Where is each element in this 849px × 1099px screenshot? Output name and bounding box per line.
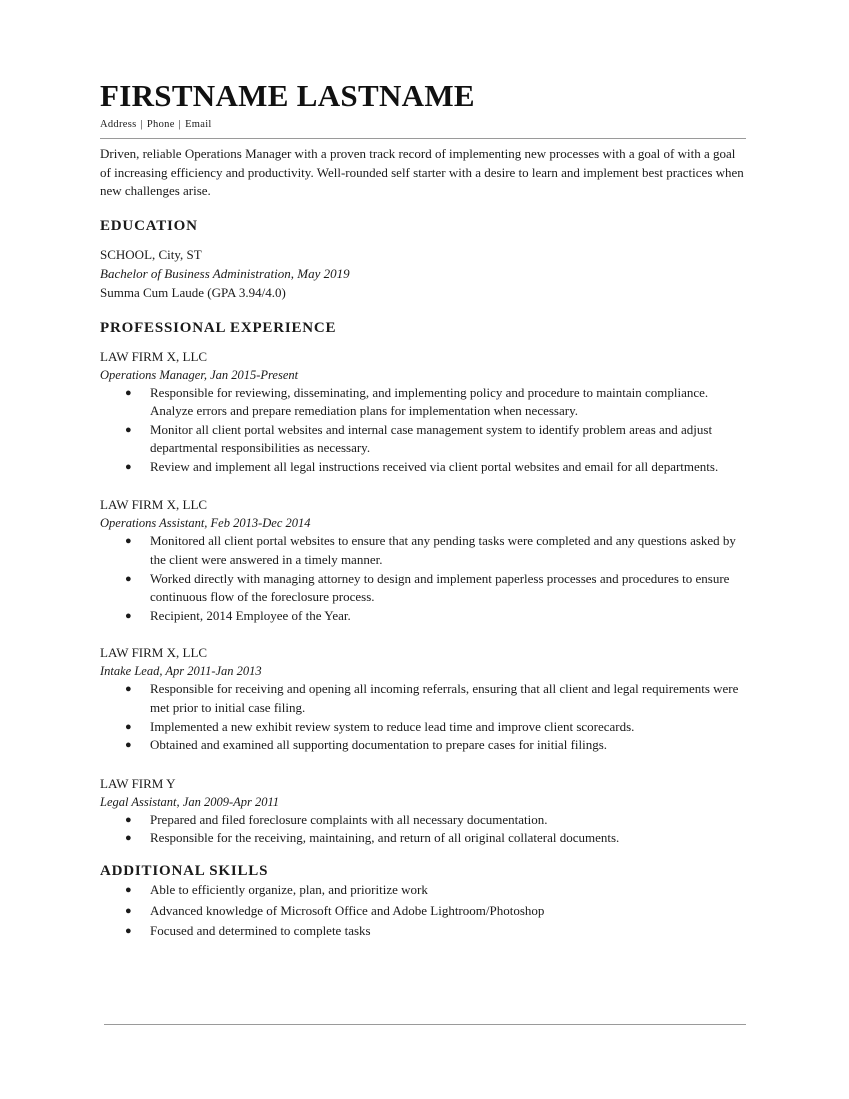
job-bullets [100,680,750,754]
job-entry [100,774,750,848]
bullet-marker: ● [125,386,132,399]
bullet-text: Review and implement all legal instructions received via client portal websites and email for all departments. [150,458,719,474]
bullet-text: Implemented a new exhibit review system to reduce lead time and improve client scorecards. [150,718,635,734]
education-heading: EDUCATION [100,217,198,234]
bullet-marker: ● [125,904,132,917]
bullet-item [100,607,750,626]
skill-text: Focused and determined to complete tasks [150,923,371,938]
bullet-marker: ● [125,925,132,937]
bullet-marker: ● [125,813,132,826]
bullet-marker: ● [125,609,132,622]
contact-address: Address [100,119,137,130]
job-company: LAW FIRM X, LLC [100,497,208,513]
contact-email: Email [185,119,212,130]
skill-text: Able to efficiently organize, plan, and prioritize work [150,882,428,897]
bullet-text: Prepared and filed foreclosure complaints with all necessary documentation. [150,811,548,827]
contact-line [100,118,750,132]
experience-heading: PROFESSIONAL EXPERIENCE [100,319,337,336]
job-entry [100,643,750,754]
bullet-text: Monitor all client portal websites and internal case management system to identify problem areas and adjust departmental responsibilities as necessary. [150,421,713,456]
skill-item [100,921,750,942]
bullet-item [100,570,750,607]
job-bullets [100,532,750,625]
skill-item [100,901,750,922]
bullet-marker: ● [125,884,132,896]
job-entry [100,347,750,477]
bullet-text: Monitored all client portal websites to ensure that any pending tasks were completed and any questions asked by the client were answered in a timely manner. [150,533,736,568]
bullet-marker: ● [125,720,132,733]
bullet-item [100,384,750,421]
job-company: LAW FIRM X, LLC [100,645,208,661]
bullet-marker: ● [125,460,132,473]
bullet-item [100,718,750,737]
bullet-text: Responsible for reviewing, disseminating, and implementing policy and procedure to maintain compliance. Analyze errors and prepare remediation plans for implementation when necessary. [150,384,709,419]
bullet-marker: ● [125,739,132,752]
header-divider [100,138,746,139]
bullet-item [100,458,750,477]
education-entry [100,245,750,302]
candidate-name: FIRSTNAME LASTNAME [100,78,475,113]
job-title: Operations Assistant, Feb 2013-Dec 2014 [100,516,311,531]
bullet-marker: ● [125,572,132,585]
job-bullets [100,384,750,477]
bullet-text: Responsible for receiving and opening all incoming referrals, ensuring that all client and legal requirements were met prior to initial case filing. [150,681,739,716]
contact-separator: | [140,119,143,130]
job-company: LAW FIRM X, LLC [100,348,208,364]
education-school: SCHOOL, City, ST [100,246,202,262]
bullet-item [100,421,750,458]
bullet-marker: ● [125,832,132,845]
skill-text: Advanced knowledge of Microsoft Office and Adobe Lightroom/Photoshop [150,902,545,918]
job-title: Operations Manager, Jan 2015-Present [100,367,299,382]
bullet-marker: ● [125,423,132,436]
skill-item [100,880,750,901]
job-company: LAW FIRM Y [100,775,176,791]
education-degree: Bachelor of Business Administration, May 2019 [100,265,350,281]
education-honors: Summa Cum Laude (GPA 3.94/4.0) [100,284,286,300]
skills-heading: ADDITIONAL SKILLS [100,863,269,879]
bullet-item [100,736,750,755]
bullet-text: Worked directly with managing attorney to design and implement paperless processes and procedures to ensure continuous flow of the foreclosure process. [150,570,730,605]
job-entry [100,495,750,625]
bullet-item [100,532,750,569]
bullet-text: Obtained and examined all supporting documentation to prepare cases for initial filings. [150,737,608,753]
contact-separator: | [178,119,182,130]
job-title: Intake Lead, Apr 2011-Jan 2013 [100,664,262,679]
bullet-text: Responsible for the receiving, maintaining, and return of all original collateral documents. [150,830,620,846]
bullet-item [100,680,750,717]
job-bullets [100,811,750,848]
resume-page [100,78,750,942]
bullet-item [100,811,750,830]
skills-list [100,880,750,942]
bullet-marker: ● [125,535,132,548]
job-title: Legal Assistant, Jan 2009-Apr 2011 [100,794,280,809]
footer-divider [104,1024,746,1025]
bullet-marker: ● [125,683,132,696]
contact-phone: Phone [146,119,175,130]
bullet-text: Recipient, 2014 Employee of the Year. [150,607,351,623]
summary-paragraph: Driven, reliable Operations Manager with a proven track record of implementing new processes with a goal of with a goal of increasing efficiency and productivity. Well-rounded self starter with a desire to learn and implement best practices when new challenges arise. [100,146,744,198]
bullet-item [100,829,750,848]
